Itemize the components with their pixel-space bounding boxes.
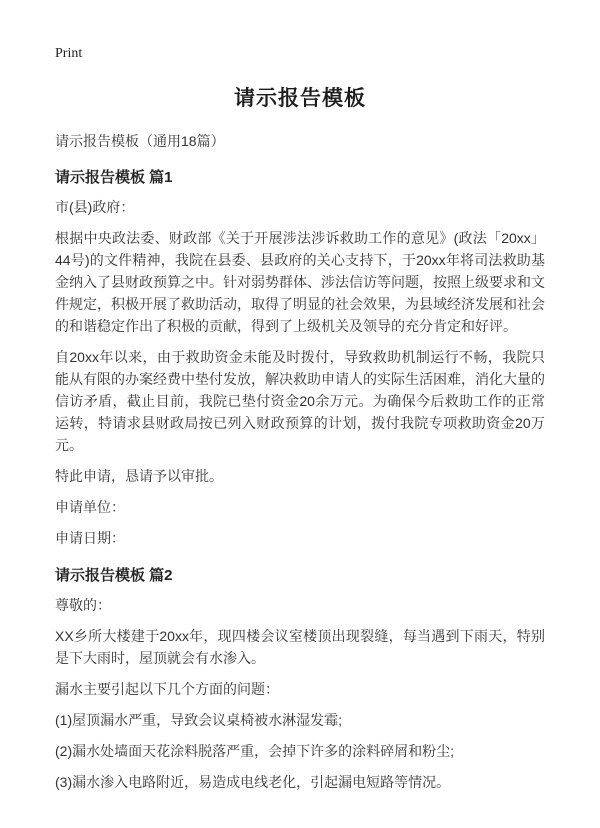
section-2-list-item: (1)屋顶漏水严重，导致会议桌椅被水淋湿发霉; xyxy=(55,712,342,728)
section-2-list-item: (3)漏水渗入电路附近，易造成电线老化，引起漏电短路等情况。 xyxy=(55,774,451,790)
section-1-paragraph: 特此申请，恳请予以审批。 xyxy=(55,468,223,484)
section-1-date-line: 申请日期： xyxy=(55,530,125,546)
page-title: 请示报告模板 xyxy=(234,87,366,110)
section-2-paragraph: 漏水主要引起以下几个方面的问题： xyxy=(55,681,279,697)
print-link[interactable]: Print xyxy=(55,46,83,61)
section-2-paragraph: XX乡所大楼建于20xx年，现四楼会议室楼顶出现裂缝，每当遇到下雨天，特别是下大雨时，屋顶就会有水渗入。 xyxy=(55,628,545,666)
section-1-paragraph: 自20xx年以来，由于救助资金未能及时拨付，导致救助机制运行不畅，我院只能从有限的办案经费中垫付发放，解决救助申请人的实际生活困难，消化大量的信访矛盾，截止目前，我院已垫付资金20余万元。为确保今后救助工作的正常运转，特请求县财政局按已列入财政预算的计划，拨付我院专项救助资金20万元。 xyxy=(55,349,545,453)
section-2-list-item: (2)漏水处墙面天花涂料脱落严重，会掉下许多的涂料碎屑和粉尘; xyxy=(55,743,454,759)
section-2-heading: 请示报告模板 篇2 xyxy=(55,567,173,584)
section-1-applicant-line: 申请单位： xyxy=(55,499,125,515)
section-1-paragraph: 根据中央政法委、财政部《关于开展涉法涉诉救助工作的意见》(政法「20xx」44号)的文件精神，我院在县委、县政府的关心支持下，于20xx年将司法救助基金纳入了县财政预算之中。针对弱势群体、涉法信访等问题，按照上级要求和文件规定，积极开展了救助活动，取得了明显的社会效果，为县域经济发展和社会的和谐稳定作出了积极的贡献，得到了上级机关及领导的充分肯定和好评。 xyxy=(55,230,545,334)
section-1-heading: 请示报告模板 篇1 xyxy=(55,169,173,186)
document-subtitle: 请示报告模板（通用18篇） xyxy=(55,133,225,149)
section-1-salutation: 市(县)政府： xyxy=(55,199,135,215)
section-2-salutation: 尊敬的： xyxy=(55,597,111,613)
